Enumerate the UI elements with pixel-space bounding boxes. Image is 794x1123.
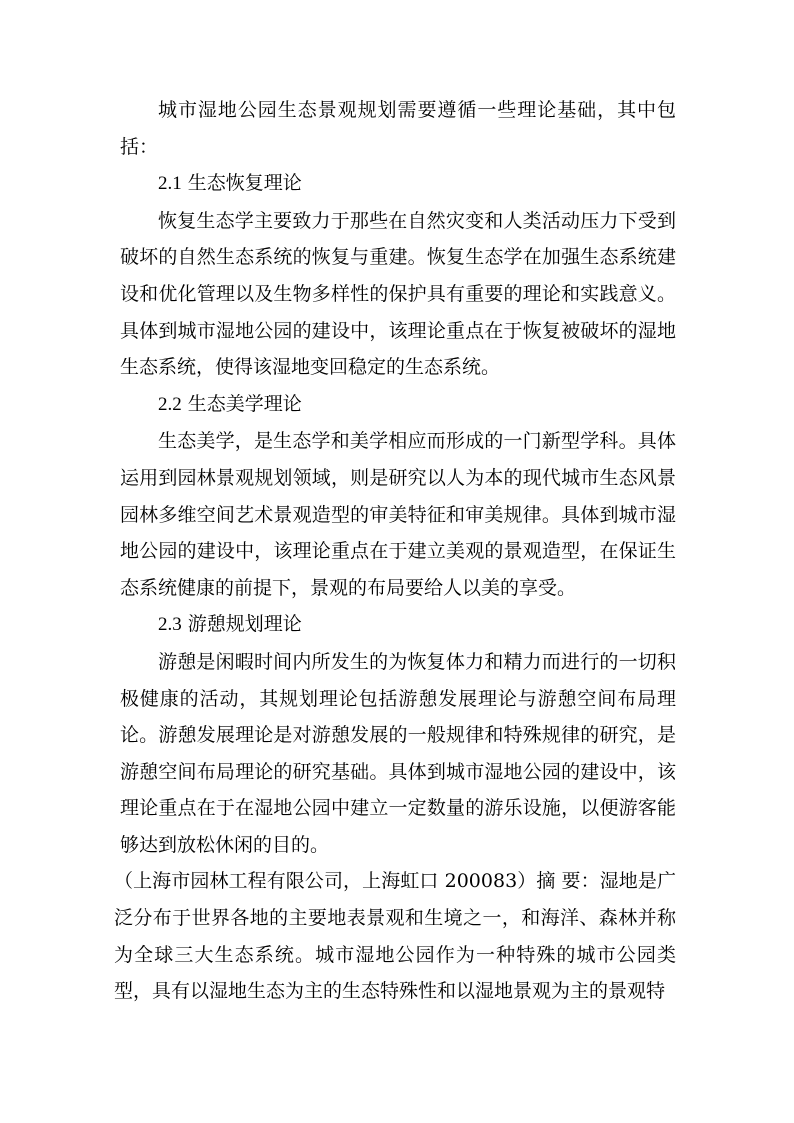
document-body: [114, 92, 676, 1010]
section-title: 生态美学理论: [187, 392, 302, 415]
section-heading-2-2: [120, 386, 676, 424]
section-title: 游憩规划理论: [187, 613, 302, 636]
section-heading-2-3: [120, 606, 676, 644]
section-title: 生态恢复理论: [187, 172, 302, 195]
section-paragraph-2-3: 游憩是闲暇时间内所发生的为恢复体力和精力而进行的一切积极健康的活动，其规划理论包括游憩发展理论与游憩空间布局理论。游憩发展理论是对游憩发展的一般规律和特殊规律的研究，是游憩空间布局理论的研究基础。具体到城市湿地公园的建设中，该理论重点在于在湿地公园中建立一定数量的游乐设施，以便游客能够达到放松休闲的目的。: [120, 650, 676, 856]
intro-paragraph: 城市湿地公园生态景观规划需要遵循一些理论基础，其中包括：: [120, 99, 676, 158]
abstract-paragraph: （上海市园林工程有限公司，上海虹口 200083）摘 要：湿地是广泛分布于世界各地的主要地表景观和生境之一，和海洋、森林并称为全球三大生态系统。城市湿地公园作为一种特殊的城市公园类型，具有以湿地生态为主的生态特殊性和以湿地景观为主的景观特: [114, 870, 676, 1003]
section-number: 2.3: [158, 614, 182, 636]
section-heading-2-1: [120, 165, 676, 203]
section-number: 2.2: [158, 393, 182, 415]
section-number: 2.1: [158, 173, 182, 195]
section-paragraph-2-1: 恢复生态学主要致力于那些在自然灾变和人类活动压力下受到破坏的自然生态系统的恢复与重建。恢复生态学在加强生态系统建设和优化管理以及生物多样性的保护具有重要的理论和实践意义。具体到城市湿地公园的建设中，该理论重点在于恢复被破坏的湿地生态系统，使得该湿地变回稳定的生态系统。: [120, 209, 676, 379]
section-paragraph-2-2: 生态美学，是生态学和美学相应而形成的一门新型学科。具体运用到园林景观规划领域，则是研究以人为本的现代城市生态风景园林多维空间艺术景观造型的审美特征和审美规律。具体到城市湿地公园的建设中，该理论重点在于建立美观的景观造型，在保证生态系统健康的前提下，景观的布局要给人以美的享受。: [120, 430, 676, 599]
